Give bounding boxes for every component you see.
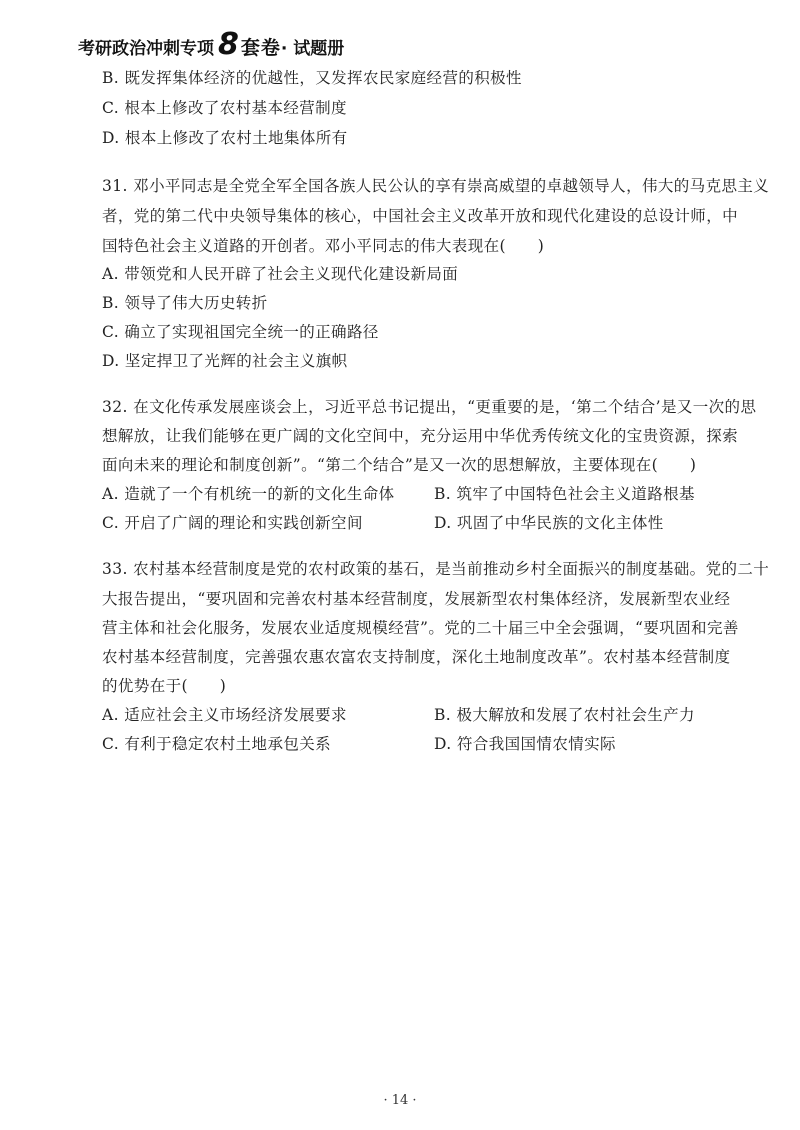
q32-option-d: D. 巩固了中华民族的文化主体性 — [434, 514, 664, 532]
q30-option-b: B. 既发挥集体经济的优越性，又发挥农民家庭经营的积极性 — [102, 69, 522, 87]
q33-stem-line-3: 营主体和社会化服务，发展农业适度规模经营”。党的二十届三中全会强调，“要巩固和完善 — [102, 619, 739, 637]
q31-option-d: D. 坚定捍卫了光辉的社会主义旗帜 — [102, 352, 348, 370]
q31-option-c: C. 确立了实现祖国完全统一的正确路径 — [102, 323, 379, 341]
q33-option-d: D. 符合我国国情农情实际 — [434, 735, 616, 753]
header-title-suffix: 套卷 — [240, 37, 281, 59]
q32-option-a: A. 造就了一个有机统一的新的文化生命体 — [102, 485, 395, 503]
q31-stem-line-1: 31. 邓小平同志是全党全军全国各族人民公认的享有崇高威望的卓越领导人，伟大的马克思主义 — [102, 177, 770, 195]
header-title-tail: · 试题册 — [280, 39, 345, 59]
q33-stem-line-1: 33. 农村基本经营制度是党的农村政策的基石，是当前推动乡村全面振兴的制度基础。党的二十 — [102, 560, 770, 578]
q33-option-c: C. 有利于稳定农村土地承包关系 — [102, 735, 332, 753]
q33-option-b: B. 极大解放和发展了农村社会生产力 — [434, 706, 695, 724]
q31-option-a: A. 带领党和人民开辟了社会主义现代化建设新局面 — [102, 265, 459, 283]
q31-option-b: B. 领导了伟大历史转折 — [102, 294, 268, 312]
page-header — [78, 27, 345, 62]
q32-option-b: B. 筑牢了中国特色社会主义道路根基 — [434, 485, 695, 503]
q33-stem-line-2: 大报告提出，“要巩固和完善农村基本经营制度，发展新型农村集体经济，发展新型农业经 — [102, 590, 731, 608]
q32-option-c: C. 开启了广阔的理论和实践创新空间 — [102, 514, 363, 532]
q31-stem-line-3: 国特色社会主义道路的开创者。邓小平同志的伟大表现在( ) — [102, 237, 545, 255]
q33-stem-line-5: 的优势在于( ) — [102, 677, 227, 695]
q33-option-a: A. 适应社会主义市场经济发展要求 — [102, 706, 347, 724]
q32-stem-line-3: 面向未来的理论和制度创新”。“第二个结合”是又一次的思想解放，主要体现在( ) — [102, 456, 697, 474]
page-number: · 14 · — [383, 1093, 417, 1108]
q31-stem-line-2: 者，党的第二代中央领导集体的核心，中国社会主义改革开放和现代化建设的总设计师，中 — [102, 207, 739, 225]
q30-option-c: C. 根本上修改了农村基本经营制度 — [102, 99, 347, 117]
header-title-number: 8 — [218, 27, 239, 62]
q32-stem-line-2: 想解放，让我们能够在更广阔的文化空间中，充分运用中华优秀传统文化的宝贵资源，探索 — [102, 427, 739, 445]
q33-stem-line-4: 农村基本经营制度，完善强农惠农富农支持制度，深化土地制度改革”。农村基本经营制度 — [102, 648, 731, 666]
q30-option-d: D. 根本上修改了农村土地集体所有 — [102, 129, 348, 147]
q32-stem-line-1: 32. 在文化传承发展座谈会上，习近平总书记提出，“更重要的是，‘第二个结合’是又一次的思 — [102, 398, 757, 416]
header-title-prefix: 考研政治冲刺专项 — [78, 39, 214, 59]
